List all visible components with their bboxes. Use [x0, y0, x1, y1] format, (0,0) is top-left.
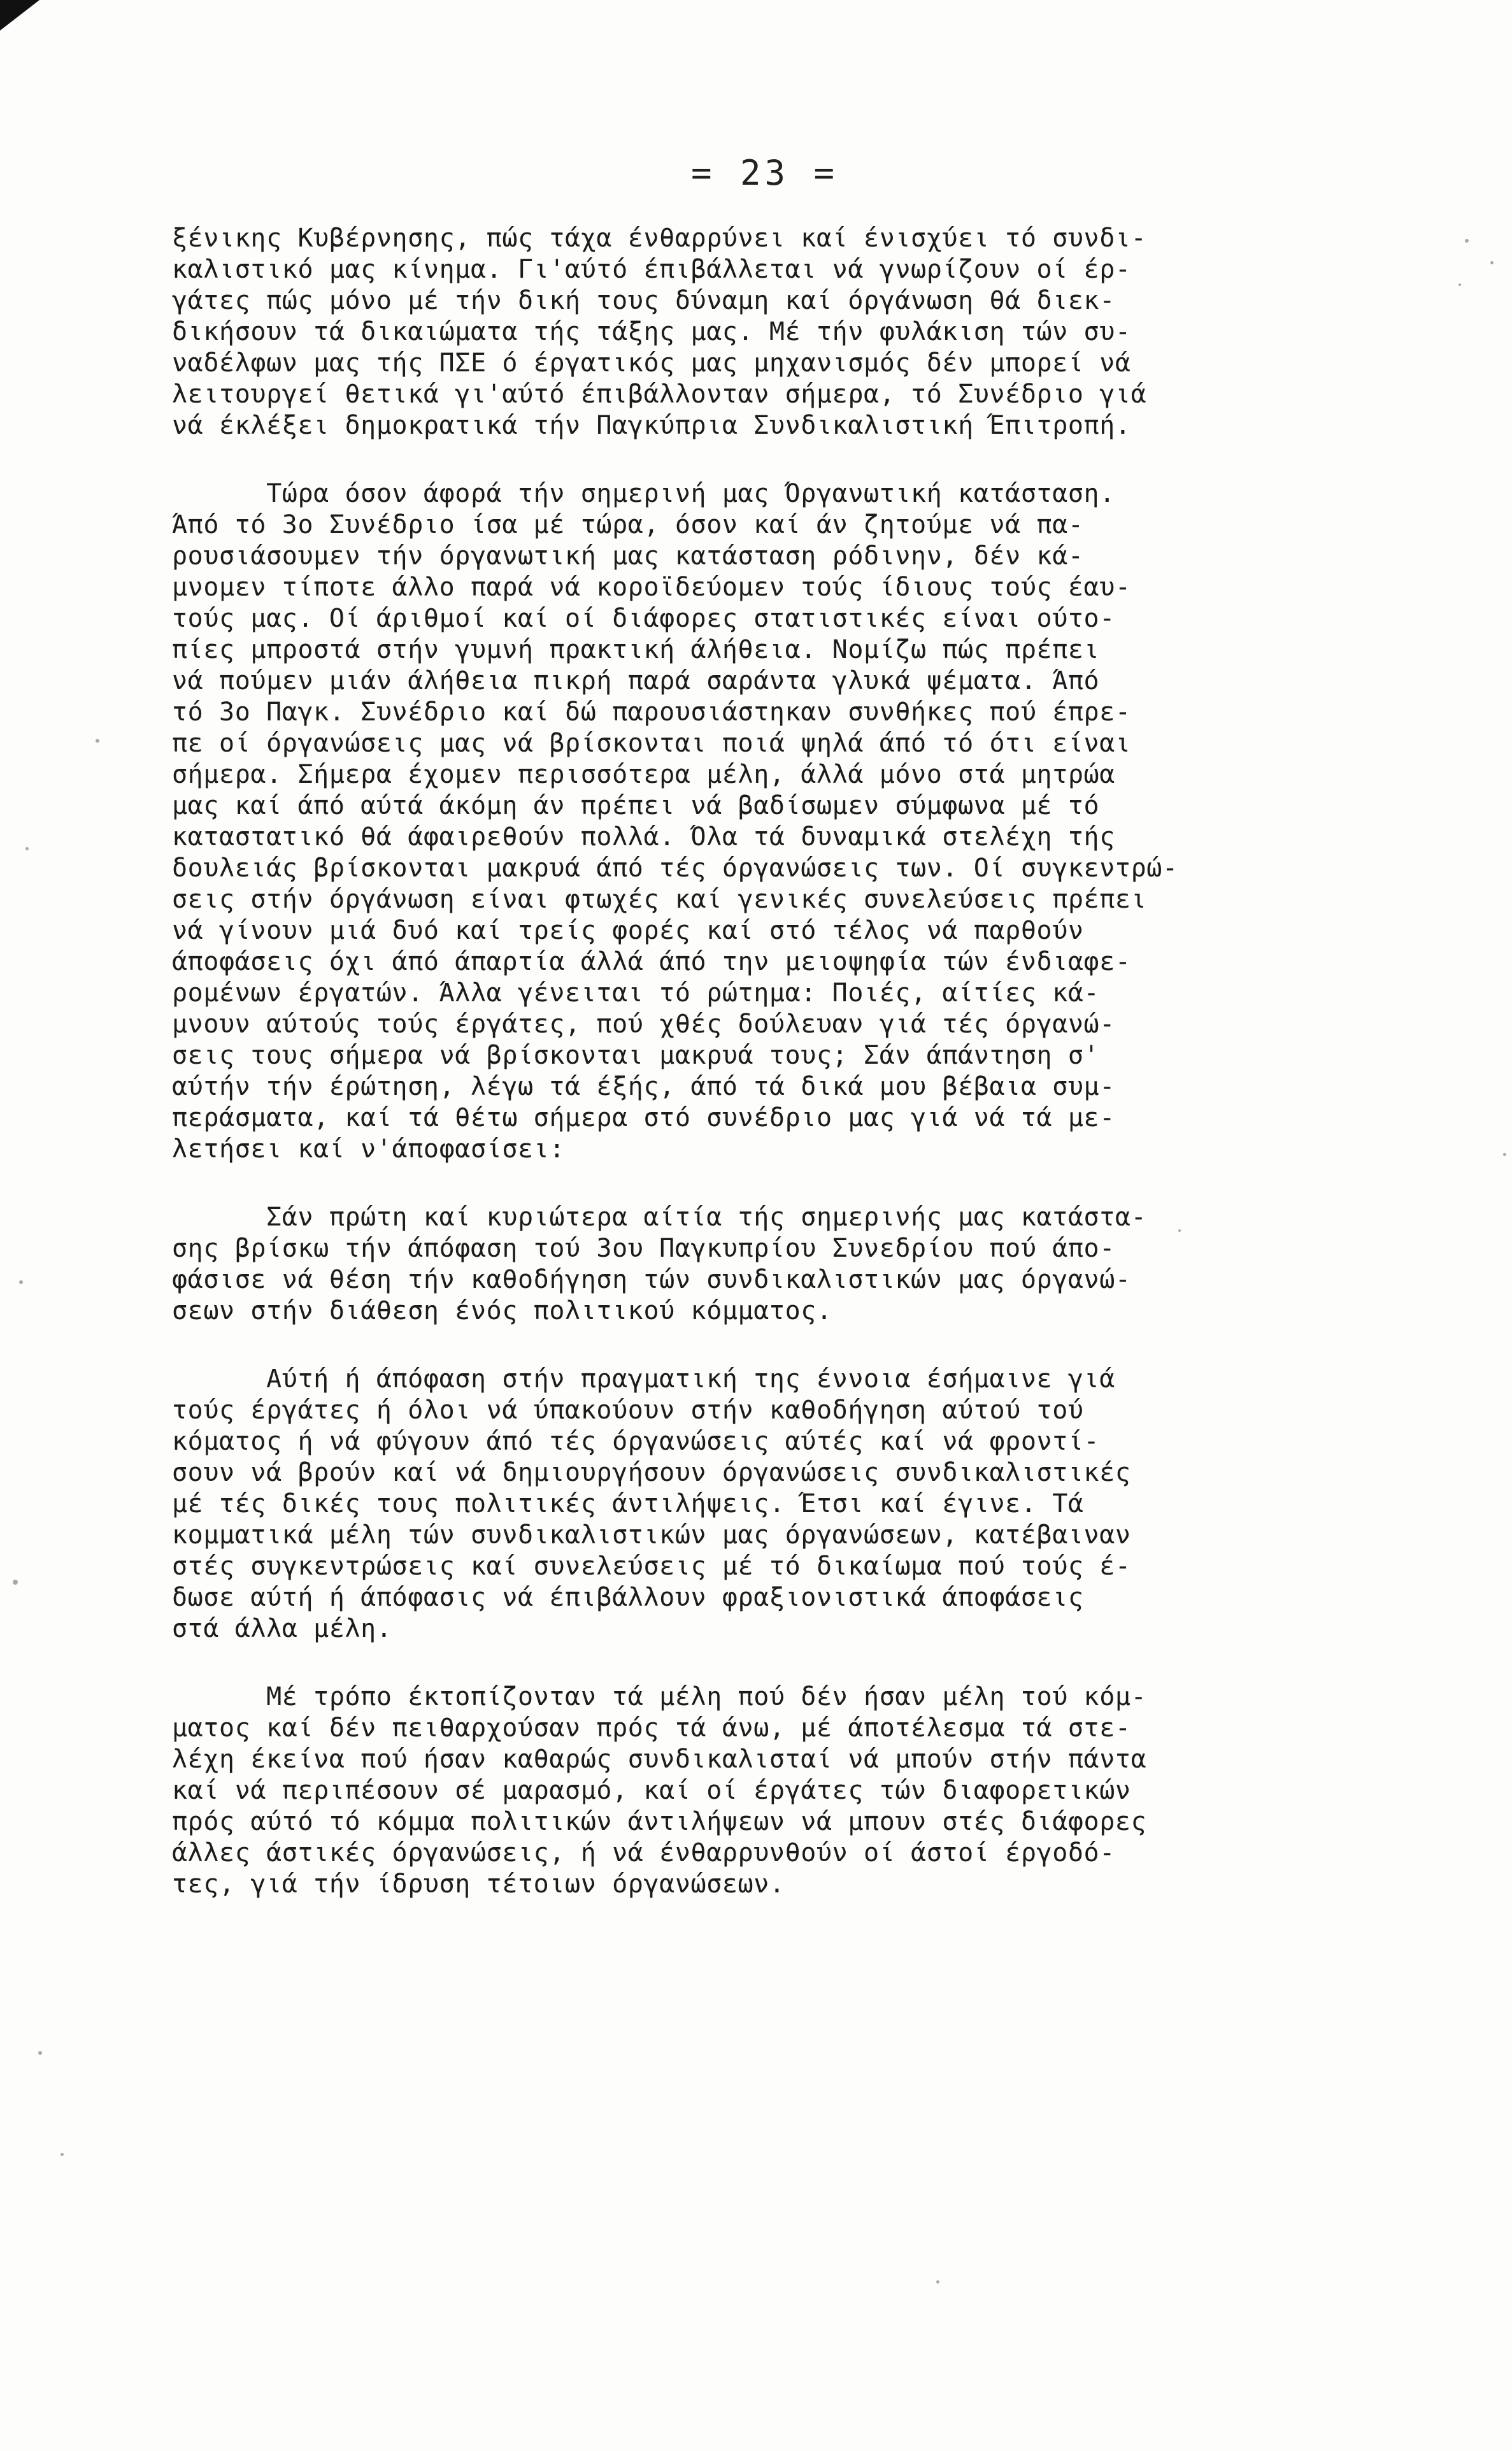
text-line: πε οί όργανώσεις μας νά βρίσκονται ποιά ψηλά άπό τό ότι είναι [172, 729, 1131, 758]
text-line: περάσματα, καί τά θέτω σήμερα στό συνέδριο μας γιά νά τά με- [172, 1103, 1115, 1133]
paragraph [172, 1682, 1401, 1900]
text-line: στά άλλα μέλη. [172, 1614, 392, 1643]
text-line: άλλες άστικές όργανώσεις, ή νά ένθαρρυνθούν οί άστοί έργοδό- [172, 1838, 1115, 1868]
text-line: κομματικά μέλη τών συνδικαλιστικών μας όργανώσεων, κατέβαιναν [172, 1520, 1131, 1550]
text-line: καί νά περιπέσουν σέ μαρασμό, καί οί έργάτες τών διαφορετικών [172, 1776, 1131, 1805]
text-line: σεις τους σήμερα νά βρίσκονται μακρυά τους; Σάν άπάντηση σ' [172, 1041, 1100, 1070]
text-line: Μέ τρόπο έκτοπίζονταν τά μέλη πού δέν ήσαν μέλη τού κόμ- [172, 1682, 1147, 1711]
text-line: πρός αύτό τό κόμμα πολιτικών άντιλήψεων νά μπουν στές διάφορες [172, 1807, 1147, 1836]
text-line: λετήσει καί ν'άποφασίσει: [172, 1134, 566, 1164]
text-line: σης βρίσκω τήν άπόφαση τού 3ου Παγκυπρίου Συνεδρίου πού άπο- [172, 1234, 1115, 1263]
text-line: μνουν αύτούς τούς έργάτες, πού χθές δούλευαν γιά τές όργανώ- [172, 1010, 1115, 1039]
text-line: ρομένων έργατών. Άλλα γένειται τό ρώτημα: Ποιές, αίτίες κά- [172, 978, 1100, 1008]
text-line: πίες μπροστά στήν γυμνή πρακτική άλήθεια. Νομίζω πώς πρέπει [172, 635, 1100, 664]
text-line: τό 3ο Παγκ. Συνέδριο καί δώ παρουσιάστηκαν συνθήκες πού έπρε- [172, 697, 1131, 727]
paragraph [172, 478, 1401, 1165]
text-line: σεων στήν διάθεση ένός πολιτικού κόμματος. [172, 1296, 832, 1326]
text-line: ρουσιάσουμεν τήν όργανωτική μας κατάσταση ρόδινην, δέν κά- [172, 541, 1084, 571]
text-line: τούς μας. Οί άριθμοί καί οί διάφορες στατιστικές είναι ούτο- [172, 604, 1115, 633]
text-line: δουλειάς βρίσκονται μακρυά άπό τές όργανώσεις των. Οί συγκεντρώ- [172, 854, 1178, 883]
text-line: λειτουργεί θετικά γι'αύτό έπιβάλλονταν σήμερα, τό Συνέδριο γιά [172, 380, 1147, 409]
text-line: ξένικης Κυβέρνησης, πώς τάχα ένθαρρύνει καί ένισχύει τό συνδι- [172, 224, 1147, 253]
text-line: νά πούμεν μιάν άλήθεια πικρή παρά σαράντα γλυκά ψέματα. Άπό [172, 666, 1100, 696]
page-number: = 23 = [691, 153, 839, 193]
document-body [172, 223, 1401, 1937]
text-line: κόματος ή νά φύγουν άπό τές όργανώσεις αύτές καί νά φροντί- [172, 1427, 1100, 1456]
paragraph [172, 1364, 1401, 1645]
text-line: δικήσουν τά δικαιώματα τής τάξης μας. Μέ τήν φυλάκιση τών συ- [172, 317, 1131, 347]
text-line: σουν νά βρούν καί νά δημιουργήσουν όργανώσεις συνδικαλιστικές [172, 1458, 1131, 1487]
text-line: Αύτή ή άπόφαση στήν πραγματική της έννοια έσήμαινε γιά [172, 1364, 1115, 1394]
text-line: Άπό τό 3ο Συνέδριο ίσα μέ τώρα, όσον καί άν ζητούμε νά πα- [172, 510, 1084, 540]
text-line: λέχη έκείνα πού ήσαν καθαρώς συνδικαλισταί νά μπούν στήν πάντα [172, 1745, 1147, 1774]
text-line: αύτήν τήν έρώτηση, λέγω τά έξής, άπό τά δικά μου βέβαια συμ- [172, 1072, 1115, 1101]
corner-triangle-icon [0, 0, 57, 57]
text-line: μνομεν τίποτε άλλο παρά νά κοροϊδεύομεν τούς ίδιους τούς έαυ- [172, 573, 1131, 602]
text-line: δωσε αύτή ή άπόφασις νά έπιβάλλουν φραξιονιστικά άποφάσεις [172, 1583, 1084, 1612]
text-line: σήμερα. Σήμερα έχομεν περισσότερα μέλη, άλλά μόνο στά μητρώα [172, 760, 1115, 789]
text-line: Σάν πρώτη καί κυριώτερα αίτία τής σημερινής μας κατάστα- [172, 1203, 1147, 1232]
text-line: νά γίνουν μιά δυό καί τρείς φορές καί στό τέλος νά παρθούν [172, 916, 1084, 945]
text-line: ματος καί δέν πειθαρχούσαν πρός τά άνω, μέ άποτέλεσμα τά στε- [172, 1713, 1131, 1743]
text-line: ναδέλφων μας τής ΠΣΕ ό έργατικός μας μηχανισμός δέν μπορεί νά [172, 348, 1131, 378]
text-line: καταστατικό θά άφαιρεθούν πολλά. Όλα τά δυναμικά στελέχη τής [172, 822, 1115, 852]
text-line: καλιστικό μας κίνημα. Γι'αύτό έπιβάλλεται νά γνωρίζουν οί έρ- [172, 255, 1131, 284]
text-line: μέ τές δικές τους πολιτικές άντιλήψεις. Έτσι καί έγινε. Τά [172, 1489, 1084, 1518]
text-line: νά έκλέξει δημοκρατικά τήν Παγκύπρια Συνδικαλιστική Έπιτροπή. [172, 411, 1131, 440]
text-line: φάσισε νά θέση τήν καθοδήγηση τών συνδικαλιστικών μας όργανώ- [172, 1265, 1131, 1294]
corner-scan-mark [0, 0, 57, 57]
text-line: γάτες πώς μόνο μέ τήν δική τους δύναμη καί όργάνωση θά διεκ- [172, 286, 1115, 315]
paragraph [172, 223, 1401, 441]
paragraph [172, 1202, 1401, 1327]
text-line: άποφάσεις όχι άπό άπαρτία άλλά άπό την μειοψηφία τών ένδιαφε- [172, 947, 1131, 976]
text-line: σεις στήν όργάνωση είναι φτωχές καί γενικές συνελεύσεις πρέπει [172, 885, 1147, 914]
text-line: στές συγκεντρώσεις καί συνελεύσεις μέ τό δικαίωμα πού τούς έ- [172, 1552, 1131, 1581]
text-line: μας καί άπό αύτά άκόμη άν πρέπει νά βαδίσωμεν σύμφωνα μέ τό [172, 791, 1100, 820]
text-line: τες, γιά τήν ίδρυση τέτοιων όργανώσεων. [172, 1869, 785, 1899]
text-line: Τώρα όσον άφορά τήν σημερινή μας Όργανωτική κατάσταση. [172, 479, 1115, 508]
text-line: τούς έργάτες ή όλοι νά ύπακούουν στήν καθοδήγηση αύτού τού [172, 1396, 1084, 1425]
